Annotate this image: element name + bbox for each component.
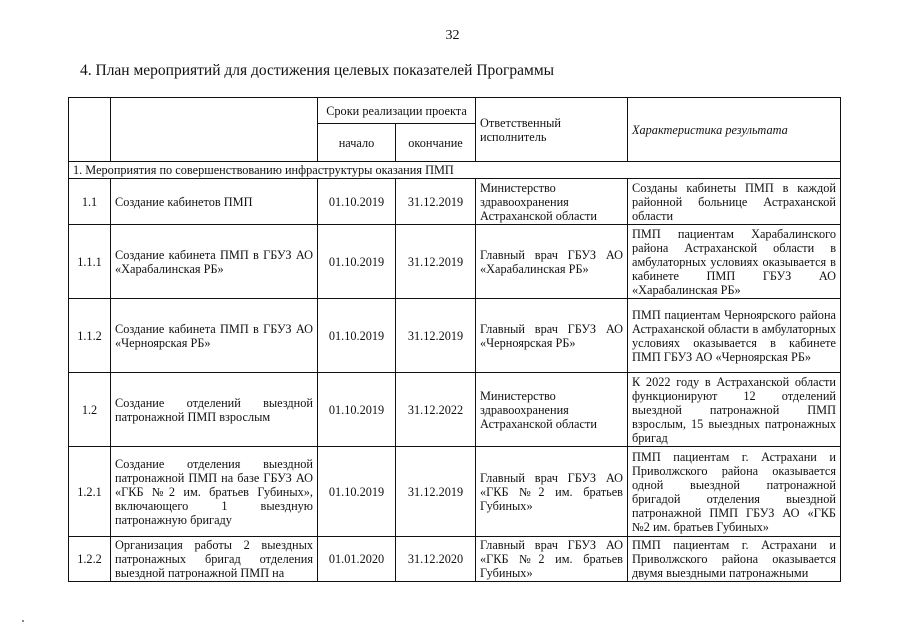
row-result: К 2022 году в Астраханской области функционируют 12 отделений выездной патронажной ПМП взрослым, 15 выездных патронажных бригад (628, 373, 841, 447)
row-end-date: 31.12.2019 (396, 447, 476, 537)
row-activity: Создание отделения выездной патронажной ПМП на базе ГБУЗ АО «ГКБ №2 им. братьев Губиных», включающего 1 выездную патронажную бригаду (111, 447, 318, 537)
header-num-cell (69, 98, 111, 162)
row-end-date: 31.12.2019 (396, 179, 476, 225)
row-end-date: 31.12.2019 (396, 225, 476, 299)
table-row (69, 179, 841, 225)
table-row (69, 225, 841, 299)
row-start-date: 01.10.2019 (318, 225, 396, 299)
row-result: ПМП пациентам Черноярского района Астраханской области в амбулаторных условиях оказывается в кабинете ПМП ГБУЗ АО «Черноярская РБ» (628, 299, 841, 373)
row-start-date: 01.10.2019 (318, 299, 396, 373)
row-activity: Создание кабинета ПМП в ГБУЗ АО «Черноярская РБ» (111, 299, 318, 373)
table-row (69, 537, 841, 582)
row-executor: Главный врач ГБУЗ АО «ГКБ №2 им. братьев Губиных» (476, 537, 628, 582)
row-start-date: 01.10.2019 (318, 447, 396, 537)
row-activity: Создание кабинета ПМП в ГБУЗ АО «Харабалинская РБ» (111, 225, 318, 299)
row-number: 1.1.1 (69, 225, 111, 299)
scan-speck (22, 620, 24, 622)
row-number: 1.2 (69, 373, 111, 447)
row-result: ПМП пациентам Харабалинского района Астраханской области в амбулаторных условиях оказывается в кабинете ПМП ГБУЗ АО «Харабалинская РБ» (628, 225, 841, 299)
table-row (69, 299, 841, 373)
header-period: Сроки реализации проекта (318, 98, 476, 124)
row-end-date: 31.12.2020 (396, 537, 476, 582)
row-activity: Создание кабинетов ПМП (111, 179, 318, 225)
row-start-date: 01.01.2020 (318, 537, 396, 582)
section-heading: 4. План мероприятий для достижения целевых показателей Программы (80, 62, 555, 79)
row-number: 1.2.2 (69, 537, 111, 582)
row-executor: Главный врач ГБУЗ АО «Черноярская РБ» (476, 299, 628, 373)
row-result: ПМП пациентам г. Астрахани и Приволжского района оказывается двумя выездными патронажными (628, 537, 841, 582)
row-start-date: 01.10.2019 (318, 373, 396, 447)
header-result: Характеристика результата (628, 98, 841, 162)
row-activity: Создание отделений выездной патронажной ПМП взрослым (111, 373, 318, 447)
header-start: начало (318, 124, 396, 162)
row-end-date: 31.12.2019 (396, 299, 476, 373)
row-start-date: 01.10.2019 (318, 179, 396, 225)
row-result: Созданы кабинеты ПМП в каждой районной больнице Астраханской области (628, 179, 841, 225)
row-executor: Главный врач ГБУЗ АО «ГКБ №2 им. братьев Губиных» (476, 447, 628, 537)
row-executor: Министерство здравоохранения Астраханской области (476, 179, 628, 225)
row-executor: Министерство здравоохранения Астраханской области (476, 373, 628, 447)
header-executor: Ответственный исполнитель (476, 98, 628, 162)
table-header-row (69, 98, 841, 124)
row-executor: Главный врач ГБУЗ АО «Харабалинская РБ» (476, 225, 628, 299)
table-row (69, 447, 841, 537)
row-end-date: 31.12.2022 (396, 373, 476, 447)
activity-plan-table (68, 97, 841, 582)
row-number: 1.2.1 (69, 447, 111, 537)
header-activity-cell (111, 98, 318, 162)
header-end: окончание (396, 124, 476, 162)
page-number: 32 (445, 28, 460, 43)
row-result: ПМП пациентам г. Астрахани и Приволжского района оказывается одной выездной патронажной бригадой отделения выездной патронажной ПМП ГБУЗ АО «ГКБ №2 им. братьев Губиных» (628, 447, 841, 537)
row-number: 1.1.2 (69, 299, 111, 373)
section-row (69, 162, 841, 179)
row-number: 1.1 (69, 179, 111, 225)
table-row (69, 373, 841, 447)
row-activity: Организация работы 2 выездных патронажных бригад отделения выездной патронажной ПМП на (111, 537, 318, 582)
section-title: 1. Мероприятия по совершенствованию инфраструктуры оказания ПМП (69, 162, 841, 179)
